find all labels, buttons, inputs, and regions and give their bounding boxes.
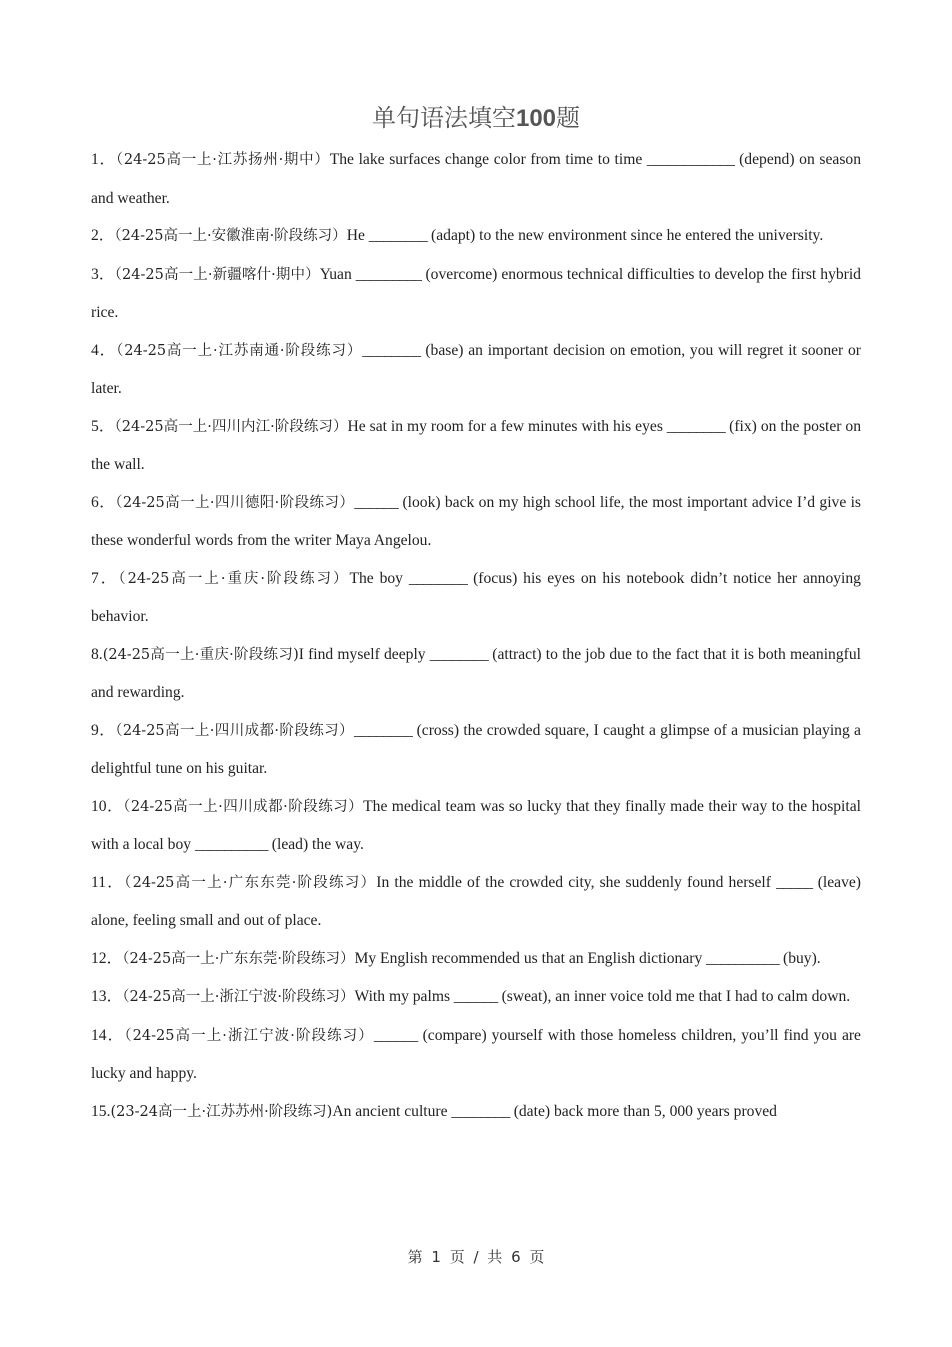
- question-source: (24-25高一上·重庆·阶段练习): [102, 646, 299, 663]
- question-text: Yuan: [319, 265, 356, 283]
- question-number: 2．: [91, 227, 115, 244]
- question-item: [91, 978, 861, 1017]
- question-list: [91, 141, 861, 1131]
- question-number: 15.: [91, 1102, 111, 1120]
- answer-blank: ______: [453, 988, 498, 1005]
- question-number: 11．: [91, 873, 125, 891]
- answer-blank: _________: [355, 265, 422, 283]
- question-text: I find myself deeply: [298, 645, 430, 663]
- answer-blank: ________: [429, 645, 489, 663]
- question-text: The medical team was so lucky that they finally made their way to the hospital with a local boy: [91, 797, 861, 853]
- question-source: （24-25高一上·新疆喀什·期中）: [114, 266, 320, 283]
- question-text: (attract) to the job due to the fact that it is both meaningful and rewarding.: [91, 645, 861, 701]
- question-text: The lake surfaces change color from time to time: [329, 151, 647, 168]
- question-number: 14．: [91, 1026, 125, 1044]
- question-source: （24-25高一上·四川成都·阶段练习）: [115, 722, 354, 739]
- question-number: 9．: [91, 721, 116, 739]
- answer-blank: ________: [408, 569, 468, 587]
- question-item: [91, 864, 861, 940]
- question-text: He: [346, 227, 369, 244]
- question-source: （24-25高一上·江苏南通·阶段练习）: [116, 342, 363, 359]
- question-text: (compare) yourself with those homeless children, you’ll find you are lucky and happy.: [91, 1026, 861, 1082]
- question-number: 1．: [91, 151, 116, 168]
- question-text: With my palms: [354, 988, 454, 1005]
- question-source: （24-25高一上·四川德阳·阶段练习）: [115, 494, 355, 511]
- question-item: [91, 636, 861, 712]
- question-text: (cross) the crowded square, I caught a glimpse of a musician playing a delightful tune on his guitar.: [91, 721, 861, 777]
- answer-blank: ________: [362, 341, 421, 359]
- question-text: (fix) on the poster on the wall.: [91, 417, 861, 473]
- question-item: [91, 788, 861, 864]
- question-number: 6．: [91, 493, 116, 511]
- question-source: （24-25高一上·四川内江·阶段练习）: [114, 418, 348, 435]
- question-number: 8.: [91, 645, 103, 663]
- question-text: An ancient culture: [332, 1102, 452, 1120]
- answer-blank: ________: [353, 721, 413, 739]
- question-item: [91, 1093, 861, 1132]
- question-item: [91, 256, 861, 332]
- answer-blank: __________: [194, 836, 268, 853]
- answer-blank: ______: [354, 493, 399, 511]
- question-source: （24-25高一上·江苏扬州·期中）: [115, 152, 330, 168]
- question-text: (focus) his eyes on his notebook didn’t notice her annoying behavior.: [91, 569, 861, 625]
- question-text: My English recommended us that an English dictionary: [354, 949, 707, 967]
- question-source: （24-25高一上·浙江宁波·阶段练习）: [124, 1027, 374, 1044]
- question-number: 4．: [91, 341, 117, 359]
- question-item: [91, 712, 861, 788]
- question-item: [91, 940, 861, 979]
- answer-blank: ______: [373, 1026, 418, 1044]
- answer-blank: _____: [776, 873, 813, 891]
- title-suffix: 题: [556, 104, 581, 132]
- answer-blank: __________: [706, 949, 780, 967]
- question-number: 12．: [91, 949, 123, 967]
- question-text: (leave) alone, feeling small and out of place.: [91, 873, 861, 929]
- question-text: He sat in my room for a few minutes with his eyes: [347, 417, 667, 435]
- question-item: [91, 141, 861, 217]
- question-source: （24-25高一上·重庆·阶段练习）: [118, 570, 350, 587]
- question-text: (sweat), an inner voice told me that I had to calm down.: [497, 988, 851, 1005]
- question-item: [91, 217, 861, 256]
- question-source: （24-25高一上·四川成都·阶段练习）: [123, 798, 364, 815]
- question-number: 3．: [91, 265, 115, 283]
- question-source: （24-25高一上·广东东莞·阶段练习）: [122, 950, 355, 967]
- page-footer: 第 1 页 / 共 6 页: [407, 1248, 545, 1266]
- question-text: (base) an important decision on emotion, you will regret it sooner or later.: [91, 341, 861, 397]
- answer-blank: ________: [666, 417, 726, 435]
- question-text: (lead) the way.: [267, 836, 364, 853]
- question-text: (date) back more than 5, 000 years proved: [509, 1102, 777, 1120]
- answer-blank: ________: [368, 227, 428, 244]
- title-number: 100: [515, 105, 557, 132]
- question-text: (look) back on my high school life, the most important advice I’d give is these wonderful words from the writer Maya Angelou.: [91, 493, 861, 549]
- question-source: (23-24高一上·江苏苏州·阶段练习): [110, 1103, 333, 1120]
- question-number: 5．: [91, 417, 115, 435]
- question-source: （24-25高一上·安徽淮南·阶段练习）: [114, 228, 347, 244]
- question-source: （24-25高一上·广东东莞·阶段练习）: [124, 874, 377, 891]
- question-item: [91, 560, 861, 636]
- question-item: [91, 408, 861, 484]
- question-text: In the middle of the crowded city, she suddenly found herself: [376, 873, 777, 891]
- question-item: [91, 1017, 861, 1093]
- answer-blank: ____________: [646, 151, 735, 168]
- page-title: [0, 98, 952, 133]
- question-text: (overcome) enormous technical difficulties to develop the first hybrid rice.: [91, 265, 861, 321]
- question-number: 10．: [91, 797, 124, 815]
- question-number: 7．: [91, 569, 119, 587]
- answer-blank: ________: [451, 1102, 510, 1120]
- question-text: (depend) on season and weather.: [91, 151, 861, 207]
- question-text: The boy: [349, 569, 409, 587]
- question-item: [91, 332, 861, 408]
- title-text: 单句语法填空: [371, 104, 516, 132]
- question-number: 13．: [91, 988, 123, 1005]
- question-item: [91, 484, 861, 560]
- question-text: (buy).: [779, 949, 821, 967]
- question-text: (adapt) to the new environment since he entered the university.: [427, 227, 824, 244]
- question-source: （24-25高一上·浙江宁波·阶段练习）: [122, 989, 355, 1005]
